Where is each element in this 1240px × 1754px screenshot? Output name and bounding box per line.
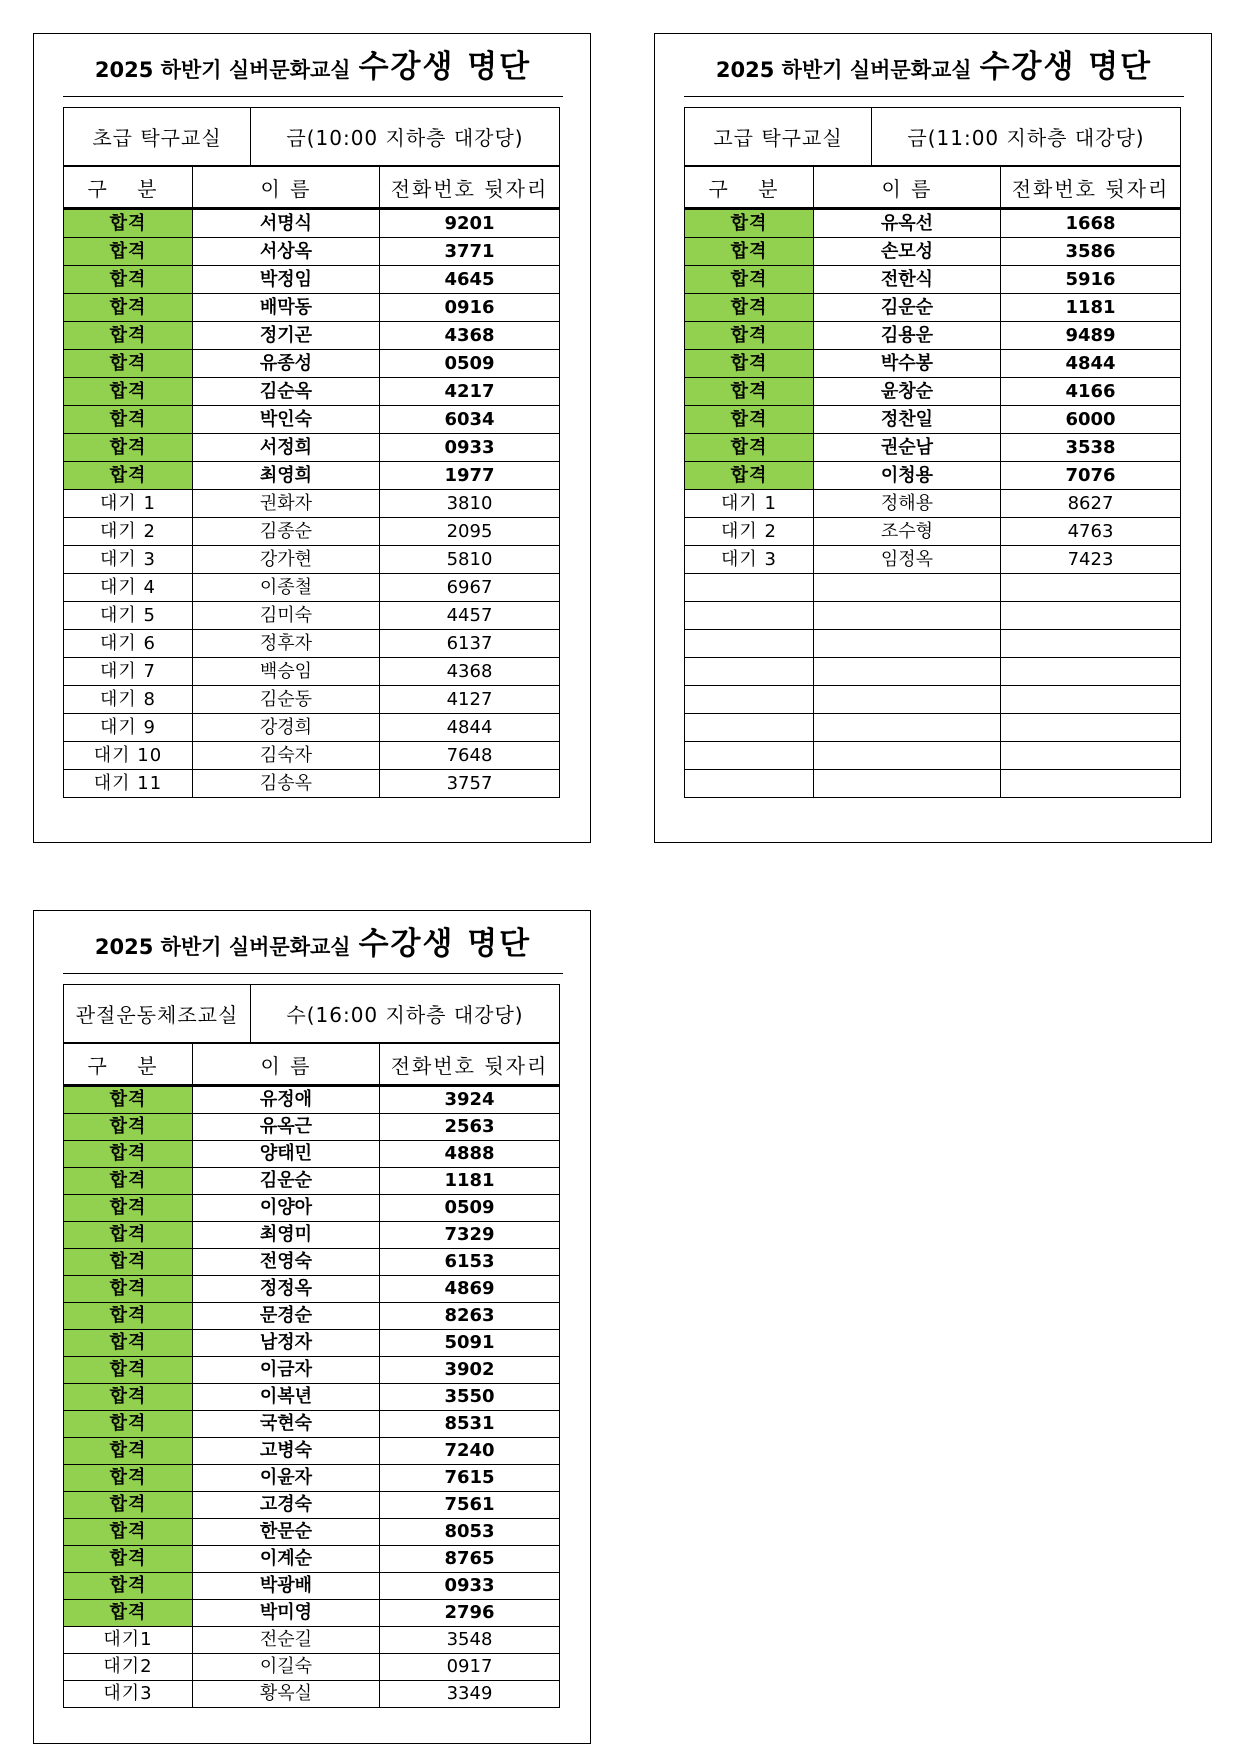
name-cell: 이길숙 bbox=[193, 1654, 380, 1681]
table-row bbox=[64, 322, 560, 350]
status-cell: 대기 4 bbox=[64, 574, 193, 602]
status-cell: 대기 8 bbox=[64, 686, 193, 714]
class-info-row bbox=[63, 107, 560, 166]
phone-cell: 4368 bbox=[380, 658, 560, 686]
student-grid bbox=[63, 166, 560, 798]
name-cell: 배막동 bbox=[193, 294, 380, 322]
class-schedule: 금(10:00 지하층 대강당) bbox=[286, 126, 524, 150]
status-cell: 합격 bbox=[64, 1465, 193, 1492]
phone-cell bbox=[1001, 602, 1181, 630]
table-row bbox=[685, 406, 1181, 434]
table-row bbox=[64, 1168, 560, 1195]
table-row bbox=[64, 518, 560, 546]
phone-cell: 4844 bbox=[380, 714, 560, 742]
name-cell: 서정희 bbox=[193, 434, 380, 462]
table-row bbox=[685, 490, 1181, 518]
class-info-row bbox=[63, 984, 560, 1043]
phone-cell: 4217 bbox=[380, 378, 560, 406]
phone-cell: 0933 bbox=[380, 434, 560, 462]
phone-cell: 1181 bbox=[1001, 294, 1181, 322]
phone-cell bbox=[1001, 686, 1181, 714]
phone-cell: 3538 bbox=[1001, 434, 1181, 462]
name-cell: 임정옥 bbox=[814, 546, 1001, 574]
table-row bbox=[685, 770, 1181, 798]
status-cell: 대기3 bbox=[64, 1681, 193, 1708]
class-info-row bbox=[684, 107, 1181, 166]
phone-cell: 3757 bbox=[380, 770, 560, 798]
phone-cell: 4645 bbox=[380, 266, 560, 294]
table-row bbox=[64, 1681, 560, 1708]
phone-cell: 7329 bbox=[380, 1222, 560, 1249]
phone-cell: 3349 bbox=[380, 1681, 560, 1708]
name-cell: 조수형 bbox=[814, 518, 1001, 546]
status-cell: 합격 bbox=[64, 1222, 193, 1249]
table-row bbox=[64, 1573, 560, 1600]
name-cell: 김종순 bbox=[193, 518, 380, 546]
name-cell: 김순옥 bbox=[193, 378, 380, 406]
phone-cell: 7423 bbox=[1001, 546, 1181, 574]
name-cell: 박정임 bbox=[193, 266, 380, 294]
status-cell: 합격 bbox=[64, 1573, 193, 1600]
title-main: 수강생 명단 bbox=[358, 926, 532, 962]
phone-cell: 4368 bbox=[380, 322, 560, 350]
table-row bbox=[64, 406, 560, 434]
phone-cell: 3810 bbox=[380, 490, 560, 518]
table-row bbox=[64, 1249, 560, 1276]
name-cell: 최영미 bbox=[193, 1222, 380, 1249]
table-row bbox=[64, 294, 560, 322]
name-cell: 문경순 bbox=[193, 1303, 380, 1330]
phone-cell: 0509 bbox=[380, 350, 560, 378]
phone-cell: 6034 bbox=[380, 406, 560, 434]
table-row bbox=[64, 209, 560, 238]
status-cell: 합격 bbox=[64, 1519, 193, 1546]
table-row bbox=[64, 1546, 560, 1573]
status-cell: 합격 bbox=[64, 1086, 193, 1114]
status-cell bbox=[685, 742, 814, 770]
name-cell: 김미숙 bbox=[193, 602, 380, 630]
header-name: 이 름 bbox=[193, 1044, 380, 1086]
name-cell bbox=[814, 574, 1001, 602]
status-cell: 합격 bbox=[64, 462, 193, 490]
status-cell: 합격 bbox=[64, 1411, 193, 1438]
name-cell bbox=[814, 658, 1001, 686]
title-main: 수강생 명단 bbox=[358, 49, 532, 85]
phone-cell: 0509 bbox=[380, 1195, 560, 1222]
name-cell: 유옥근 bbox=[193, 1114, 380, 1141]
table-row bbox=[64, 658, 560, 686]
phone-cell: 7561 bbox=[380, 1492, 560, 1519]
table-row bbox=[685, 462, 1181, 490]
header-name: 이 름 bbox=[814, 167, 1001, 209]
table-row bbox=[685, 574, 1181, 602]
title-prefix: 2025 하반기 실버문화교실 bbox=[94, 935, 351, 959]
roster-panel-advanced-table-tennis bbox=[654, 33, 1212, 843]
name-cell: 윤창순 bbox=[814, 378, 1001, 406]
student-grid bbox=[63, 1043, 560, 1708]
status-cell: 합격 bbox=[64, 322, 193, 350]
status-cell: 합격 bbox=[64, 238, 193, 266]
status-cell: 대기2 bbox=[64, 1654, 193, 1681]
name-cell: 전순길 bbox=[193, 1627, 380, 1654]
phone-cell bbox=[1001, 574, 1181, 602]
phone-cell: 6137 bbox=[380, 630, 560, 658]
phone-cell: 7240 bbox=[380, 1438, 560, 1465]
status-cell: 합격 bbox=[64, 266, 193, 294]
student-grid bbox=[684, 166, 1181, 798]
phone-cell: 3771 bbox=[380, 238, 560, 266]
phone-cell: 7648 bbox=[380, 742, 560, 770]
phone-cell: 0917 bbox=[380, 1654, 560, 1681]
phone-cell: 8531 bbox=[380, 1411, 560, 1438]
name-cell: 정찬일 bbox=[814, 406, 1001, 434]
phone-cell: 4457 bbox=[380, 602, 560, 630]
status-cell: 합격 bbox=[685, 238, 814, 266]
status-cell: 합격 bbox=[64, 434, 193, 462]
name-cell: 이청용 bbox=[814, 462, 1001, 490]
table-row bbox=[685, 266, 1181, 294]
table-row bbox=[64, 1465, 560, 1492]
status-cell: 합격 bbox=[64, 1330, 193, 1357]
name-cell: 유옥선 bbox=[814, 209, 1001, 238]
name-cell bbox=[814, 602, 1001, 630]
title-main: 수강생 명단 bbox=[979, 49, 1153, 85]
table-row bbox=[64, 1492, 560, 1519]
status-cell: 대기 11 bbox=[64, 770, 193, 798]
table-row bbox=[685, 602, 1181, 630]
table-row bbox=[64, 1303, 560, 1330]
status-cell: 합격 bbox=[64, 378, 193, 406]
phone-cell: 8765 bbox=[380, 1546, 560, 1573]
name-cell: 남정자 bbox=[193, 1330, 380, 1357]
phone-cell: 1977 bbox=[380, 462, 560, 490]
table-row bbox=[64, 1384, 560, 1411]
table-row bbox=[64, 1438, 560, 1465]
phone-cell: 6000 bbox=[1001, 406, 1181, 434]
header-status: 구 분 bbox=[64, 1044, 193, 1086]
phone-cell: 4166 bbox=[1001, 378, 1181, 406]
table-row bbox=[685, 714, 1181, 742]
table-row bbox=[64, 1276, 560, 1303]
roster-panel-joint-exercise bbox=[33, 910, 591, 1744]
status-cell: 합격 bbox=[64, 1276, 193, 1303]
phone-cell bbox=[1001, 770, 1181, 798]
status-cell bbox=[685, 574, 814, 602]
phone-cell: 8263 bbox=[380, 1303, 560, 1330]
table-row bbox=[64, 602, 560, 630]
table-row bbox=[685, 658, 1181, 686]
header-phone: 전화번호 뒷자리 bbox=[380, 167, 560, 209]
table-row bbox=[64, 1627, 560, 1654]
table-row bbox=[685, 350, 1181, 378]
phone-cell: 4844 bbox=[1001, 350, 1181, 378]
status-cell: 대기 5 bbox=[64, 602, 193, 630]
name-cell: 고경숙 bbox=[193, 1492, 380, 1519]
phone-cell: 2095 bbox=[380, 518, 560, 546]
title-prefix: 2025 하반기 실버문화교실 bbox=[94, 58, 351, 82]
status-cell: 합격 bbox=[685, 209, 814, 238]
phone-cell: 5810 bbox=[380, 546, 560, 574]
name-cell: 김용운 bbox=[814, 322, 1001, 350]
roster-table bbox=[63, 984, 560, 1708]
phone-cell: 0933 bbox=[380, 1573, 560, 1600]
phone-cell bbox=[1001, 742, 1181, 770]
status-cell: 대기 10 bbox=[64, 742, 193, 770]
title-prefix: 2025 하반기 실버문화교실 bbox=[715, 58, 972, 82]
name-cell: 김송옥 bbox=[193, 770, 380, 798]
name-cell bbox=[814, 742, 1001, 770]
table-row bbox=[64, 686, 560, 714]
name-cell: 고병숙 bbox=[193, 1438, 380, 1465]
name-cell: 전한식 bbox=[814, 266, 1001, 294]
name-cell: 김순동 bbox=[193, 686, 380, 714]
name-cell: 정기곤 bbox=[193, 322, 380, 350]
status-cell bbox=[685, 686, 814, 714]
name-cell bbox=[814, 686, 1001, 714]
table-row bbox=[64, 1600, 560, 1627]
name-cell: 김운순 bbox=[814, 294, 1001, 322]
status-cell bbox=[685, 714, 814, 742]
roster-panel-beginner-table-tennis bbox=[33, 33, 591, 843]
name-cell: 정후자 bbox=[193, 630, 380, 658]
name-cell: 정해용 bbox=[814, 490, 1001, 518]
status-cell: 합격 bbox=[64, 1249, 193, 1276]
status-cell: 합격 bbox=[64, 1546, 193, 1573]
table-row bbox=[64, 1086, 560, 1114]
phone-cell: 3586 bbox=[1001, 238, 1181, 266]
name-cell: 국현숙 bbox=[193, 1411, 380, 1438]
name-cell: 양태민 bbox=[193, 1141, 380, 1168]
status-cell: 합격 bbox=[64, 1438, 193, 1465]
name-cell: 권화자 bbox=[193, 490, 380, 518]
status-cell: 합격 bbox=[64, 406, 193, 434]
phone-cell: 1181 bbox=[380, 1168, 560, 1195]
name-cell: 이윤자 bbox=[193, 1465, 380, 1492]
table-row bbox=[64, 742, 560, 770]
status-cell: 합격 bbox=[685, 378, 814, 406]
status-cell bbox=[685, 658, 814, 686]
status-cell: 합격 bbox=[64, 294, 193, 322]
name-cell: 박광배 bbox=[193, 1573, 380, 1600]
status-cell: 대기 3 bbox=[64, 546, 193, 574]
status-cell: 대기 2 bbox=[685, 518, 814, 546]
phone-cell bbox=[1001, 658, 1181, 686]
table-row bbox=[685, 209, 1181, 238]
status-cell: 합격 bbox=[64, 1195, 193, 1222]
status-cell bbox=[685, 602, 814, 630]
table-row bbox=[64, 378, 560, 406]
status-cell: 대기 3 bbox=[685, 546, 814, 574]
status-cell: 대기 1 bbox=[685, 490, 814, 518]
status-cell: 대기 1 bbox=[64, 490, 193, 518]
status-cell: 합격 bbox=[685, 406, 814, 434]
status-cell: 대기 7 bbox=[64, 658, 193, 686]
phone-cell: 6967 bbox=[380, 574, 560, 602]
status-cell: 합격 bbox=[685, 294, 814, 322]
table-row bbox=[64, 1519, 560, 1546]
name-cell: 박인숙 bbox=[193, 406, 380, 434]
status-cell: 대기 9 bbox=[64, 714, 193, 742]
class-schedule: 금(11:00 지하층 대강당) bbox=[907, 126, 1145, 150]
class-schedule: 수(16:00 지하층 대강당) bbox=[286, 1003, 524, 1027]
status-cell bbox=[685, 770, 814, 798]
name-cell: 박미영 bbox=[193, 1600, 380, 1627]
status-cell: 합격 bbox=[64, 1600, 193, 1627]
phone-cell: 2563 bbox=[380, 1114, 560, 1141]
status-cell: 합격 bbox=[64, 1114, 193, 1141]
status-cell: 대기1 bbox=[64, 1627, 193, 1654]
phone-cell: 8053 bbox=[380, 1519, 560, 1546]
table-row bbox=[64, 1654, 560, 1681]
name-cell bbox=[814, 630, 1001, 658]
status-cell: 합격 bbox=[685, 350, 814, 378]
phone-cell: 5091 bbox=[380, 1330, 560, 1357]
name-cell: 이금자 bbox=[193, 1357, 380, 1384]
phone-cell: 8627 bbox=[1001, 490, 1181, 518]
header-row bbox=[64, 167, 560, 209]
status-cell: 합격 bbox=[685, 322, 814, 350]
status-cell: 합격 bbox=[64, 1168, 193, 1195]
name-cell: 이계순 bbox=[193, 1546, 380, 1573]
table-row bbox=[64, 350, 560, 378]
table-row bbox=[685, 322, 1181, 350]
table-row bbox=[685, 742, 1181, 770]
name-cell: 서명식 bbox=[193, 209, 380, 238]
table-row bbox=[64, 1222, 560, 1249]
name-cell: 백승임 bbox=[193, 658, 380, 686]
phone-cell bbox=[1001, 714, 1181, 742]
status-cell: 합격 bbox=[64, 1141, 193, 1168]
phone-cell: 4888 bbox=[380, 1141, 560, 1168]
table-row bbox=[685, 518, 1181, 546]
header-phone: 전화번호 뒷자리 bbox=[1001, 167, 1181, 209]
table-row bbox=[64, 630, 560, 658]
table-row bbox=[685, 238, 1181, 266]
table-row bbox=[685, 546, 1181, 574]
phone-cell: 4763 bbox=[1001, 518, 1181, 546]
roster-table bbox=[684, 107, 1181, 798]
table-row bbox=[64, 714, 560, 742]
header-status: 구 분 bbox=[685, 167, 814, 209]
phone-cell: 3902 bbox=[380, 1357, 560, 1384]
status-cell: 합격 bbox=[685, 266, 814, 294]
header-status: 구 분 bbox=[64, 167, 193, 209]
table-row bbox=[64, 238, 560, 266]
table-row bbox=[685, 378, 1181, 406]
header-row bbox=[64, 1044, 560, 1086]
status-cell: 합격 bbox=[685, 434, 814, 462]
phone-cell: 3548 bbox=[380, 1627, 560, 1654]
table-row bbox=[64, 1357, 560, 1384]
table-row bbox=[64, 1141, 560, 1168]
name-cell bbox=[814, 770, 1001, 798]
phone-cell bbox=[1001, 630, 1181, 658]
status-cell: 합격 bbox=[64, 350, 193, 378]
table-row bbox=[685, 434, 1181, 462]
name-cell: 김운순 bbox=[193, 1168, 380, 1195]
phone-cell: 0916 bbox=[380, 294, 560, 322]
status-cell: 합격 bbox=[64, 1492, 193, 1519]
phone-cell: 7076 bbox=[1001, 462, 1181, 490]
name-cell: 유정애 bbox=[193, 1086, 380, 1114]
panel-title bbox=[63, 911, 563, 974]
class-name: 관절운동체조교실 bbox=[64, 985, 251, 1042]
panel-title bbox=[63, 34, 563, 97]
table-row bbox=[64, 490, 560, 518]
name-cell: 최영희 bbox=[193, 462, 380, 490]
panel-title bbox=[684, 34, 1184, 97]
phone-cell: 4127 bbox=[380, 686, 560, 714]
header-row bbox=[685, 167, 1181, 209]
name-cell: 강가현 bbox=[193, 546, 380, 574]
table-row bbox=[64, 1114, 560, 1141]
phone-cell: 3550 bbox=[380, 1384, 560, 1411]
table-row bbox=[685, 294, 1181, 322]
name-cell bbox=[814, 714, 1001, 742]
name-cell: 김숙자 bbox=[193, 742, 380, 770]
table-row bbox=[685, 686, 1181, 714]
phone-cell: 2796 bbox=[380, 1600, 560, 1627]
table-row bbox=[64, 770, 560, 798]
name-cell: 강경희 bbox=[193, 714, 380, 742]
phone-cell: 9489 bbox=[1001, 322, 1181, 350]
header-phone: 전화번호 뒷자리 bbox=[380, 1044, 560, 1086]
table-row bbox=[64, 266, 560, 294]
status-cell bbox=[685, 630, 814, 658]
name-cell: 정정옥 bbox=[193, 1276, 380, 1303]
class-name: 초급 탁구교실 bbox=[64, 108, 251, 165]
name-cell: 한문순 bbox=[193, 1519, 380, 1546]
phone-cell: 6153 bbox=[380, 1249, 560, 1276]
name-cell: 손모성 bbox=[814, 238, 1001, 266]
table-row bbox=[64, 546, 560, 574]
status-cell: 합격 bbox=[64, 1384, 193, 1411]
name-cell: 이양아 bbox=[193, 1195, 380, 1222]
status-cell: 합격 bbox=[64, 209, 193, 238]
phone-cell: 4869 bbox=[380, 1276, 560, 1303]
roster-table bbox=[63, 107, 560, 798]
status-cell: 대기 6 bbox=[64, 630, 193, 658]
status-cell: 대기 2 bbox=[64, 518, 193, 546]
table-row bbox=[64, 1330, 560, 1357]
name-cell: 황옥실 bbox=[193, 1681, 380, 1708]
name-cell: 이복년 bbox=[193, 1384, 380, 1411]
name-cell: 권순남 bbox=[814, 434, 1001, 462]
header-name: 이 름 bbox=[193, 167, 380, 209]
phone-cell: 3924 bbox=[380, 1086, 560, 1114]
table-row bbox=[685, 630, 1181, 658]
name-cell: 서상옥 bbox=[193, 238, 380, 266]
table-row bbox=[64, 574, 560, 602]
status-cell: 합격 bbox=[685, 462, 814, 490]
table-row bbox=[64, 434, 560, 462]
name-cell: 이종철 bbox=[193, 574, 380, 602]
table-row bbox=[64, 1195, 560, 1222]
status-cell: 합격 bbox=[64, 1357, 193, 1384]
phone-cell: 5916 bbox=[1001, 266, 1181, 294]
table-row bbox=[64, 1411, 560, 1438]
phone-cell: 7615 bbox=[380, 1465, 560, 1492]
table-row bbox=[64, 462, 560, 490]
class-name: 고급 탁구교실 bbox=[685, 108, 872, 165]
status-cell: 합격 bbox=[64, 1303, 193, 1330]
name-cell: 박수봉 bbox=[814, 350, 1001, 378]
name-cell: 전영숙 bbox=[193, 1249, 380, 1276]
phone-cell: 1668 bbox=[1001, 209, 1181, 238]
phone-cell: 9201 bbox=[380, 209, 560, 238]
name-cell: 유종성 bbox=[193, 350, 380, 378]
